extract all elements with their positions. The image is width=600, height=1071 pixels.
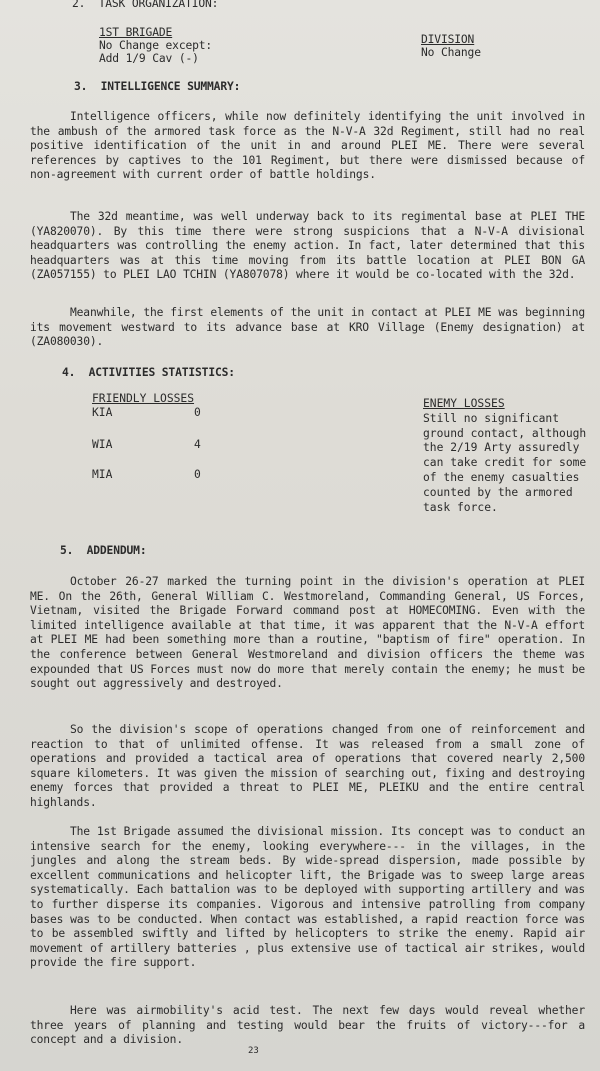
addendum-paragraph-2: So the division's scope of operations changed from one of reinforcement and reaction to that of unlimited offense. It was released from a small zone of operations and provided a tactical area of operations that covered nearly 2,500 square kilometers. It was given the mission of searching out, fixing and destroying enemy forces that provided a threat to PLEI ME, PLEIKU and the entire central highlands. xyxy=(30,723,585,809)
friendly-losses-title: FRIENDLY LOSSES xyxy=(92,392,195,405)
addendum-paragraph-3: The 1st Brigade assumed the divisional mission. Its concept was to conduct an intensive search for the enemy, looking everywhere--- in the villages, in the jungles and along the stream beds. By wide-spread dispersion, made possible by excellent communications and helicopter lift, the Brigade was to sweep large areas systematically. Each battalion was to be deployed with supporting artillery and was to further disperse its companies. Vigorous and intensive patrolling from company bases was to be conducted. When contact was established, a rapid reaction force was to be assembled swiftly and lifted by helicopters to strike the enemy. Rapid air movement of artillery batteries , plus extensive use of tactical air strikes, would provide the fire support. xyxy=(30,825,585,970)
addendum-paragraph-4: Here was airmobility's acid test. The next few days would reveal whether three years of planning and testing would bear the fruits of victory---for a concept and a division. xyxy=(30,1004,585,1047)
division-line1: No Change xyxy=(421,46,481,59)
loss-value: 0 xyxy=(194,406,201,419)
brigade-line2: Add 1/9 Cav (-) xyxy=(99,52,199,65)
enemy-losses-text: Still no significant ground contact, although the 2/19 Arty assuredly can take credit for some of the enemy casualties counted by the armored task force. xyxy=(423,411,587,514)
intel-paragraph-1: Intelligence officers, while now definitely identifying the unit involved in the ambush of the armored task force as the N-V-A 32d Regiment, still had no real positive identification of the unit in and around PLEI ME. There were several references by captives to the 101 Regiment, but there were dismissed because of non-agreement with current order of battle holdings. xyxy=(30,110,585,182)
loss-label: KIA xyxy=(92,406,113,419)
brigade-title: 1ST BRIGADE xyxy=(99,26,173,39)
section3-header: 3. INTELLIGENCE SUMMARY: xyxy=(74,80,241,93)
intel-paragraph-3: Meanwhile, the first elements of the unit in contact at PLEI ME was beginning its movement westward to its advance base at KRO Village (Enemy designation) at (ZA080030). xyxy=(30,306,585,349)
enemy-losses-title: ENEMY LOSSES xyxy=(423,397,505,410)
brigade-line1: No Change except: xyxy=(99,39,213,52)
table-row xyxy=(92,468,201,482)
section5-header: 5. ADDENDUM: xyxy=(60,544,147,557)
section4-header: 4. ACTIVITIES STATISTICS: xyxy=(62,366,235,379)
division-title: DIVISION xyxy=(421,33,475,46)
table-row xyxy=(92,406,201,420)
section2-header: 2. TASK ORGANIZATION: xyxy=(72,0,219,10)
addendum-paragraph-1: October 26-27 marked the turning point in the division's operation at PLEI ME. On the 26th, General William C. Westmoreland, Commanding General, US Forces, Vietnam, visited the Brigade Forward command post at HOMECOMING. Even with the limited intelligence available at that time, it was apparent that the N-V-A effort at PLEI ME had been something more than a routine, "baptism of fire" operation. In the conference between General Westmoreland and division officers the theme was expounded that US Forces must now do more that merely contain the enemy; he must be sought out aggressively and destroyed. xyxy=(30,575,585,691)
loss-label: MIA xyxy=(92,468,113,481)
table-row xyxy=(92,438,201,452)
loss-value: 0 xyxy=(194,468,201,481)
intel-paragraph-2: The 32d meantime, was well underway back to its regimental base at PLEI THE (YA820070). By this time there were strong suspicions that a N-V-A divisional headquarters was controlling the enemy action. In fact, later determined that this headquarters was at this time moving from its battle location at PLEI BON GA (ZA057155) to PLEI LAO TCHIN (YA807078) where it would be co-located with the 32d. xyxy=(30,210,585,282)
loss-value: 4 xyxy=(194,438,201,451)
page-number: 23 xyxy=(248,1046,259,1056)
loss-label: WIA xyxy=(92,438,113,451)
enemy-losses xyxy=(423,397,593,515)
